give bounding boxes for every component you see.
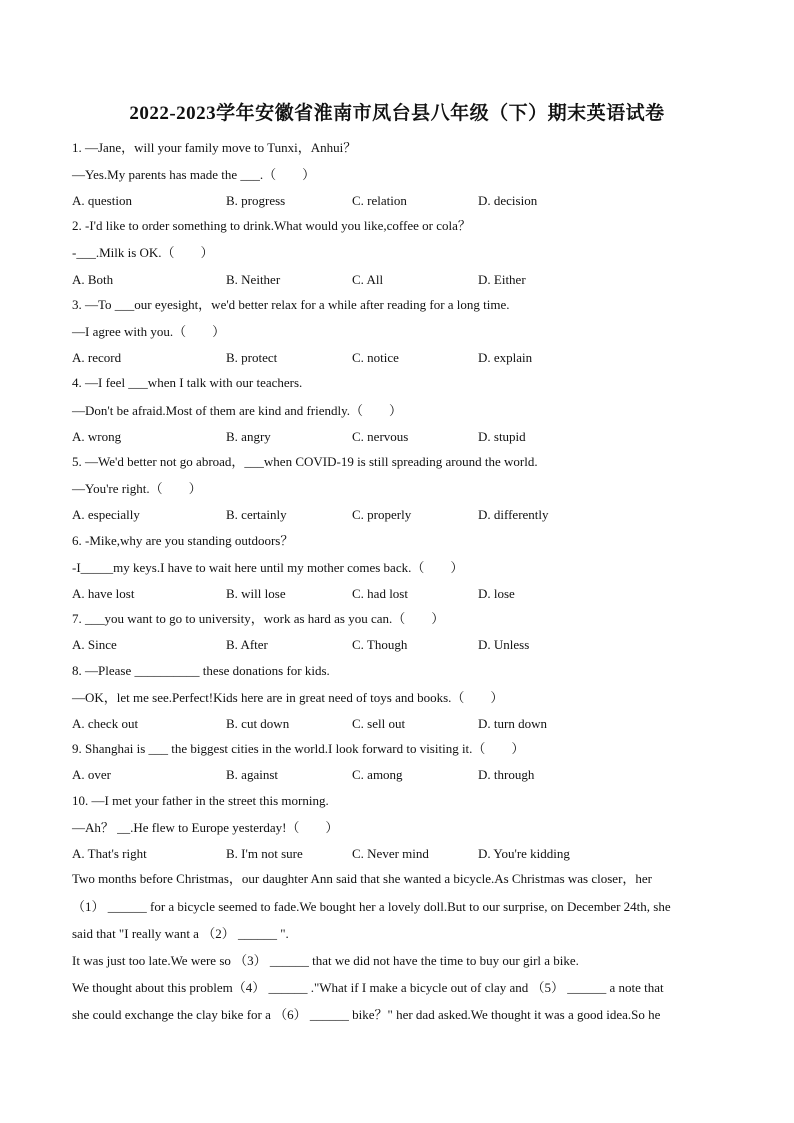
question-5-option-b: B. certainly [226,507,287,522]
question-2-option-d: D. Either [478,272,526,287]
passage-line: Two months before Christmas，our daughter Ann said that she wanted a bicycle.As Christmas was closer，her [72,871,652,886]
question-1-option-b: B. progress [226,193,286,208]
question-6-option-d: D. lose [478,586,515,601]
question-6-option-c: C. had lost [352,586,408,601]
question-4-reply: —Don't be afraid.Most of them are kind and friendly.（ ） [72,403,403,418]
question-8-option-a: A. check out [72,716,139,731]
question-10-option-b: B. I'm not sure [226,846,303,861]
question-8-prompt: 8. —Please __________ these donations for kids. [72,663,330,678]
question-1-option-c: C. relation [352,193,407,208]
question-7-option-d: D. Unless [478,637,530,652]
question-4-option-b: B. angry [226,429,271,444]
question-3-prompt: 3. —To ___our eyesight，we'd better relax for a while after reading for a long time. [72,297,510,312]
question-9-option-a: A. over [72,767,111,782]
passage-line: said that "I really want a （2） ______ ". [72,926,289,941]
question-3-option-d: D. explain [478,350,533,365]
question-8-option-c: C. sell out [352,716,406,731]
question-4-option-a: A. wrong [72,429,122,444]
question-8-reply: —OK，let me see.Perfect!Kids here are in great need of toys and books.（ ） [72,690,504,705]
question-3-option-c: C. notice [352,350,399,365]
question-5-prompt: 5. —We'd better not go abroad，___when COVID-19 is still spreading around the world. [72,454,538,469]
question-2-option-b: B. Neither [226,272,281,287]
question-9-prompt: 9. Shanghai is ___ the biggest cities in the world.I look forward to visiting it.（ ） [72,741,525,756]
question-3-reply: —I agree with you.（ ） [72,324,226,339]
passage-line: she could exchange the clay bike for a （6） ______ bike？" her dad asked.We thought it was a good idea.So he [72,1007,661,1022]
question-9-option-b: B. against [226,767,278,782]
question-9-option-c: C. among [352,767,403,782]
question-6-reply: -I_____my keys.I have to wait here until my mother comes back.（ ） [72,560,464,575]
question-2-option-a: A. Both [72,272,114,287]
question-10-option-d: D. You're kidding [478,846,570,861]
question-1-option-a: A. question [72,193,132,208]
question-7-option-a: A. Since [72,637,117,652]
question-10-reply: —Ah？ __.He flew to Europe yesterday!（ ） [72,820,339,835]
question-5-reply: —You're right.（ ） [72,481,202,496]
question-5-option-d: D. differently [478,507,549,522]
question-4-prompt: 4. —I feel ___when I talk with our teachers. [72,375,303,390]
question-3-option-b: B. protect [226,350,278,365]
question-7-prompt: 7. ___you want to go to university，work as hard as you can.（ ） [72,611,445,626]
question-2-reply: -___.Milk is OK.（ ） [72,245,214,260]
question-5-option-c: C. properly [352,507,412,522]
passage-line: It was just too late.We were so （3） ______ that we did not have the time to buy our girl a bike. [72,953,579,968]
question-2-option-c: C. All [352,272,384,287]
question-5-option-a: A. especially [72,507,140,522]
question-10-option-a: A. That's right [72,846,147,861]
question-7-option-c: C. Though [352,637,408,652]
question-10-prompt: 10. —I met your father in the street this morning. [72,793,329,808]
passage-line: We thought about this problem（4） ______ ."What if I make a bicycle out of clay and （5） ______ a note that [72,980,664,995]
question-9-option-d: D. through [478,767,535,782]
passage-line: （1） ______ for a bicycle seemed to fade.We bought her a lovely doll.But to our surprise, on December 24th, she [72,899,671,914]
question-10-option-c: C. Never mind [352,846,429,861]
question-1-prompt: 1. —Jane，will your family move to Tunxi，Anhui？ [72,140,357,155]
question-6-prompt: 6. -Mike,why are you standing outdoors？ [72,533,294,548]
question-8-option-b: B. cut down [226,716,290,731]
question-3-option-a: A. record [72,350,122,365]
question-7-option-b: B. After [226,637,268,652]
question-4-option-c: C. nervous [352,429,409,444]
question-6-option-b: B. will lose [226,586,286,601]
question-4-option-d: D. stupid [478,429,526,444]
question-6-option-a: A. have lost [72,586,135,601]
question-1-option-d: D. decision [478,193,538,208]
question-1-reply: —Yes.My parents has made the ___.（ ） [72,167,316,182]
question-8-option-d: D. turn down [478,716,547,731]
question-2-prompt: 2. -I'd like to order something to drink.What would you like,coffee or cola？ [72,218,471,233]
exam-title: 2022-2023学年安徽省淮南市凤台县八年级（下）期末英语试卷 [129,103,665,124]
